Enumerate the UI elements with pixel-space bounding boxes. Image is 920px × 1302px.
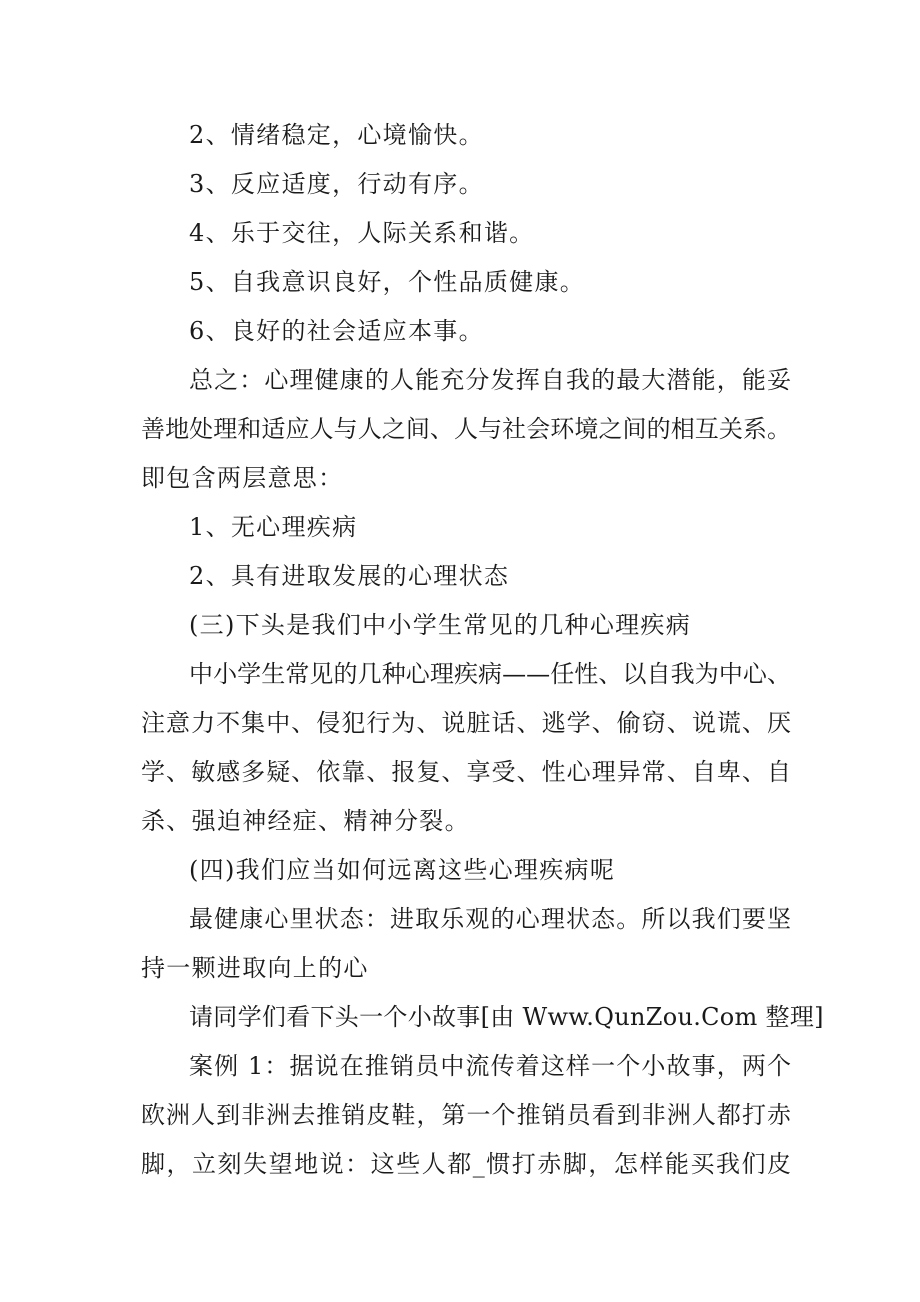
paragraph-summary-line-1: 总之：心理健康的人能充分发挥自我的最大潜能，能妥 xyxy=(189,366,791,394)
paragraph-summary-line-2: 善地处理和适应人与人之间、人与社会环境之间的相互关系。 xyxy=(141,415,791,443)
section-heading-three: (三)下头是我们中小学生常见的几种心理疾病 xyxy=(189,611,692,639)
paragraph-illnesses-line-3: 学、敏感多疑、依靠、报复、享受、性心理异常、自卑、自 xyxy=(141,758,791,786)
paragraph-healthy-state-line-1: 最健康心里状态：进取乐观的心理状态。所以我们要坚 xyxy=(189,905,791,933)
list-item-progressive-state: 2、具有进取发展的心理状态 xyxy=(189,562,510,590)
paragraph-illnesses-line-2: 注意力不集中、侵犯行为、说脏话、逃学、偷窃、说谎、厌 xyxy=(141,709,791,737)
paragraph-healthy-state-line-2: 持一颗进取向上的心 xyxy=(141,954,369,982)
list-item-appropriate-response: 3、反应适度，行动有序。 xyxy=(189,170,484,198)
paragraph-summary-line-3: 即包含两层意思： xyxy=(141,464,344,492)
paragraph-story-intro: 请同学们看下头一个小故事[由 Www.QunZou.Com 整理] xyxy=(189,1003,824,1031)
list-item-self-awareness: 5、自我意识良好，个性品质健康。 xyxy=(189,268,586,296)
paragraph-case-line-1: 案例 1：据说在推销员中流传着这样一个小故事，两个 xyxy=(189,1052,791,1080)
paragraph-case-line-3: 脚，立刻失望地说：这些人都_惯打赤脚，怎样能买我们皮 xyxy=(141,1150,791,1178)
list-item-no-illness: 1、无心理疾病 xyxy=(189,513,358,541)
paragraph-illnesses-line-1: 中小学生常见的几种心理疾病——任性、以自我为中心、 xyxy=(189,660,791,688)
paragraph-illnesses-line-4: 杀、强迫神经症、精神分裂。 xyxy=(141,807,470,835)
paragraph-case-line-2: 欧洲人到非洲去推销皮鞋，第一个推销员看到非洲人都打赤 xyxy=(141,1101,791,1129)
list-item-social-adaptation: 6、良好的社会适应本事。 xyxy=(189,317,484,345)
list-item-emotional-stability: 2、情绪稳定，心境愉快。 xyxy=(189,121,484,149)
section-heading-four: (四)我们应当如何远离这些心理疾病呢 xyxy=(189,856,616,884)
list-item-social-harmony: 4、乐于交往，人际关系和谐。 xyxy=(189,219,535,247)
